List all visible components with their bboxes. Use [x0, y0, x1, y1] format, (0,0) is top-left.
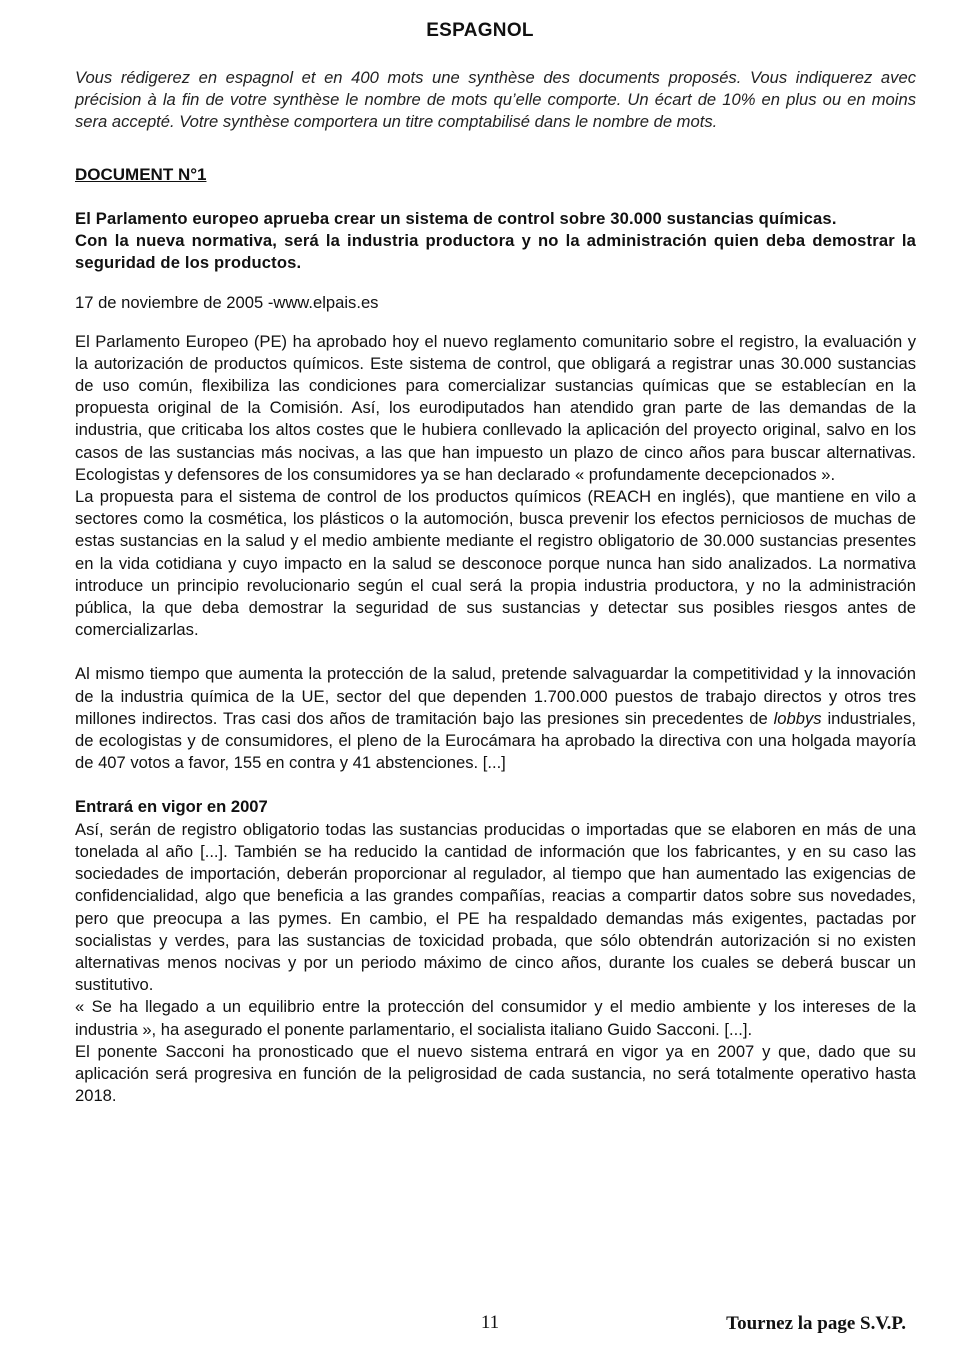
turn-page-note: Tournez la page S.V.P. [726, 1313, 906, 1334]
page-title: ESPAGNOL [426, 20, 534, 41]
paragraph-1: El Parlamento Europeo (PE) ha aprobado hoy el nuevo reglamento comunitario sobre el registro, la evaluación y la autorización de productos químicos. Este sistema de control, que obligará a registrar unas 30.000 sustancias de uso común, flexibiliza las condiciones para comercializar sustancias químicas que se establecían en la propuesta original de la Comisión. Así, los eurodiputados han atendido gran parte de las demandas de la industria, que criticaba los altos costes que le hubiera conllevado la aplicación del proyecto original, salvo en los casos de las sustancias más nocivas, a las que han impuesto un plazo de cinco años para buscar alternativas. Ecologistas y defensores de los consumidores ya se han declarado « profundamente decepcionados ». [75, 331, 916, 484]
page-number: 11 [480, 1312, 500, 1333]
paragraph-3-part-2: industriales, de ecologistas y de consumidores, el pleno de la Eurocámara ha aprobado la directiva con una holgada mayoría de 407 votos a favor, 155 en contra y 41 abstenciones. [...] [75, 708, 916, 773]
paragraph-2: La propuesta para el sistema de control de los productos químicos (REACH en inglés), que mantiene en vilo a sectores como la cosmética, los plásticos o la automoción, busca prevenir los efectos perniciosos de muchas de estas sustancias en la salud y el medio ambiente mediante el registro obligatorio de 30.000 sustancias presentes en la vida cotidiana y cuyo impacto en la salud se desconoce porque nunca han sido analizados. La normativa introduce un principio revolucionario según el cual será la propia industria productora, y no la administración pública, la que deba demostrar la seguridad de sus sustancias y detectar sus posibles riesgos antes de comercializarlas. [75, 487, 916, 640]
article-subheadline: Con la nueva normativa, será la industria productora y no la administración quien deba demostrar la seguridad de los productos. [75, 231, 916, 273]
paragraph-6: El ponente Sacconi ha pronosticado que el nuevo sistema entrará en vigor ya en 2007 y que, dado que su aplicación será progresiva en función de la peligrosidad de cada sustancia, no será totalmente operativo hasta 2018. [75, 1041, 916, 1106]
article-dateline: 17 de noviembre de 2005 -www.elpais.es [75, 293, 379, 313]
page-content [75, 67, 916, 1107]
document-heading: DOCUMENT N°1 [75, 164, 207, 184]
paragraph-3-italic: lobbys [773, 708, 822, 728]
section-heading: Entrará en vigor en 2007 [75, 797, 268, 817]
paragraph-3 [75, 663, 916, 774]
paragraph-3-part-1: Al mismo tiempo que aumenta la protección de la salud, pretende salvaguardar la competitividad y la innovación de la industria química de la UE, sector del que dependen 1.700.000 puestos de trabajo directos y otros tres millones indirectos. Tras casi dos años de tramitación bajo las presiones sin precedentes de [75, 664, 916, 728]
article-headline: El Parlamento europeo aprueba crear un sistema de control sobre 30.000 sustancias químicas. [75, 208, 837, 228]
instructions-text: Vous rédigerez en espagnol et en 400 mots une synthèse des documents proposés. Vous indiquerez avec précision à la fin de votre synthèse le nombre de mots qu’elle comporte. Un écart de 10% en plus ou en moins sera accepté. Votre synthèse comportera un titre comptabilisé dans le nombre de mots. [75, 68, 916, 132]
paragraph-4: Así, serán de registro obligatorio todas las sustancias producidas o importadas que se elaboren en más de una tonelada al año [...]. También se ha reducido la cantidad de información que los fabricantes, y en su caso las sociedades de importación, deberán proporcionar al regulador, al tiempo que han aumentado las exigencias de confidencialidad, algo que beneficia a las grandes compañías, reacias a compartir datos sobre sus novedades, pero que preocupa a las pymes. En cambio, el PE ha respaldado demandas más exigentes, pactadas por socialistas y verdes, para las sustancias de toxicidad probada, que sólo obtendrán autorización si no existen alternativas menos nocivas y por un periodo máximo de cinco años, durante los cuales se deberá buscar un sustitutivo. [75, 819, 916, 995]
paragraph-5: « Se ha llegado a un equilibrio entre la protección del consumidor y el medio ambiente y los intereses de la industria », ha asegurado el ponente parlamentario, el socialista italiano Guido Sacconi. [...]. [75, 997, 916, 1039]
